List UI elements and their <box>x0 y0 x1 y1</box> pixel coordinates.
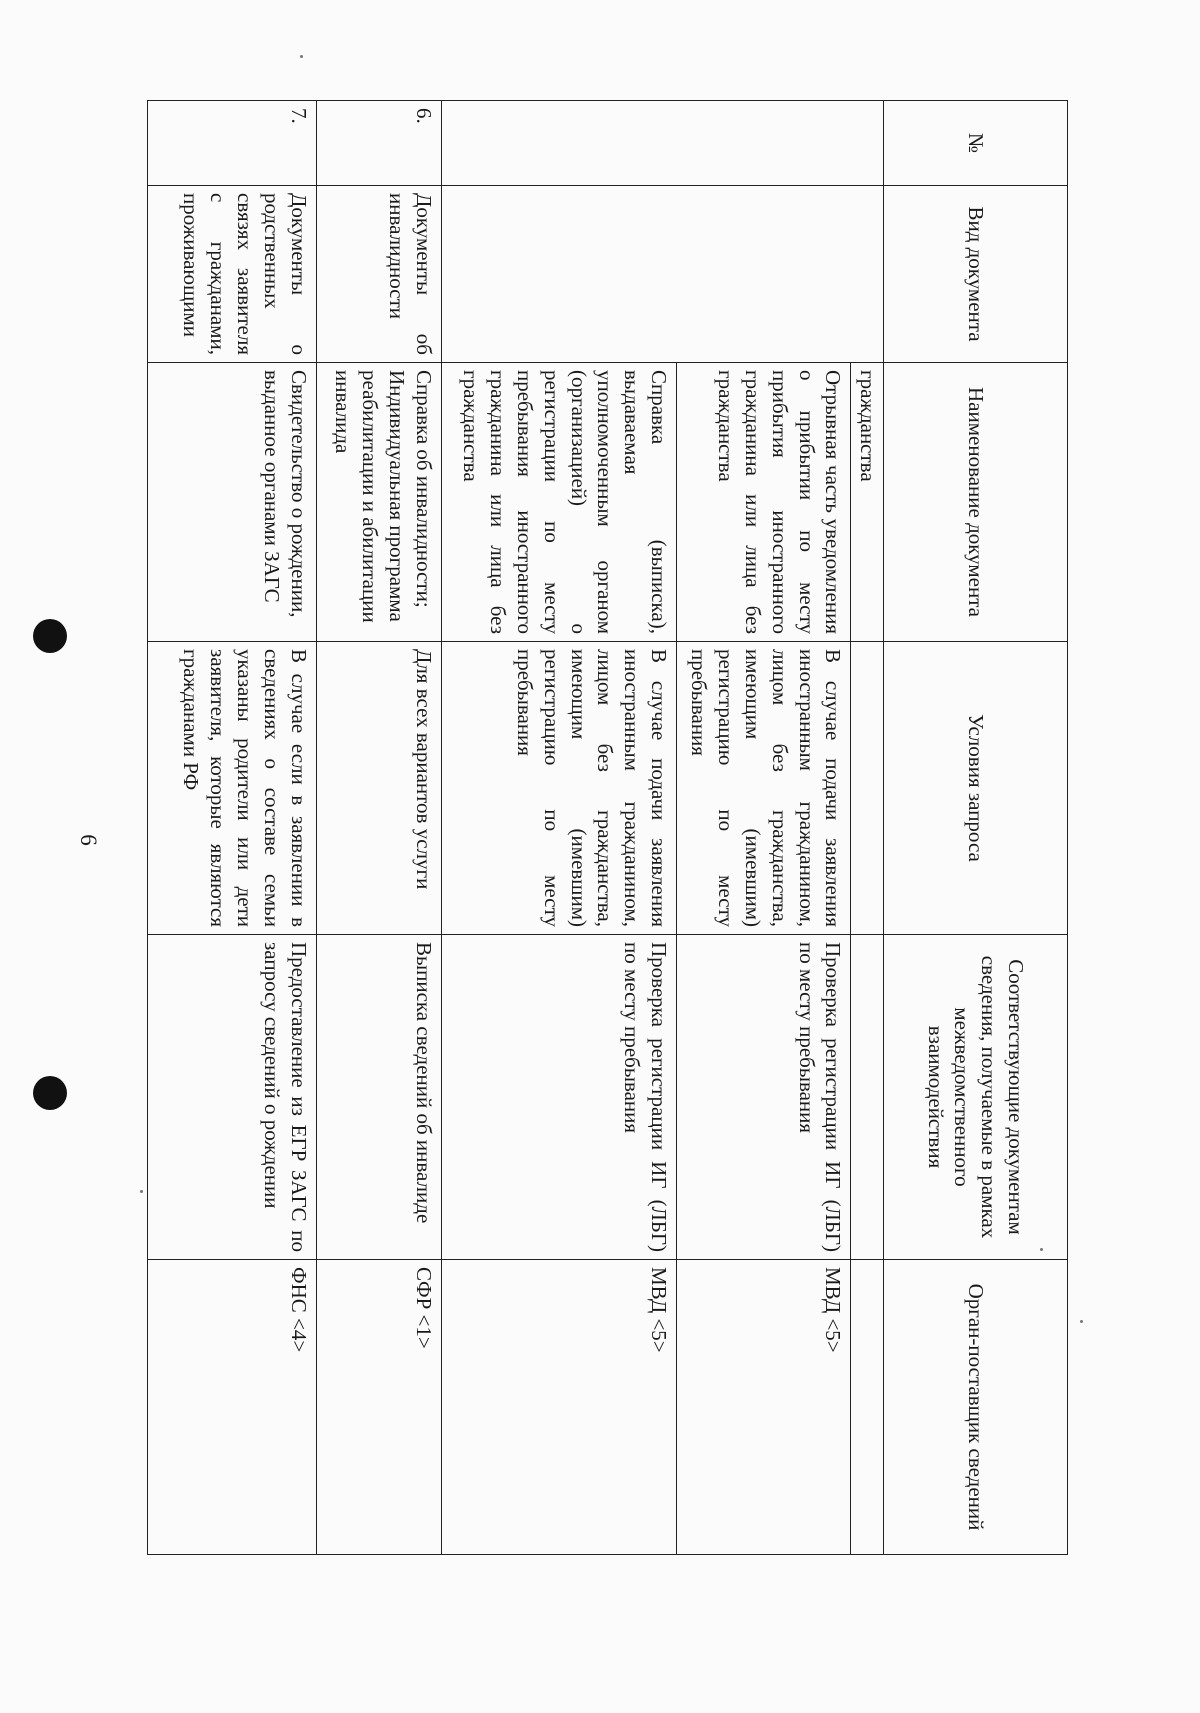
cell-info: Предоставление из ЕГР ЗАГС по запросу сведений о рождении <box>148 935 317 1260</box>
cell-name: Отрывная часть уведомления о прибытии по месту прибытия иностранного гражданина или лица без гражданства <box>677 363 851 642</box>
cell-name: Справка (выписка), выдаваемая уполномоченным органом (организацией) о регистрации по месту пребывания иностранного гражданина или лица без гражданства <box>441 363 676 642</box>
cell-supplier: МВД <5> <box>441 1260 676 1555</box>
cell-info: Проверка регистрации ИГ (ЛБГ) по месту пребывания <box>677 935 851 1260</box>
cell-supplier: ФНС <4> <box>148 1260 317 1555</box>
cell-supplier: МВД <5> <box>677 1260 851 1555</box>
table-row <box>148 101 317 1555</box>
header-row <box>884 101 1068 1555</box>
cell-num <box>441 101 883 186</box>
cell-info: Выписка сведений об инвалиде <box>316 935 441 1260</box>
scan-speck <box>140 1190 143 1193</box>
header-info: Соответствующие документам сведения, получаемые в рамках межведомственного взаимодействия <box>884 935 1068 1260</box>
header-num: № <box>884 101 1068 186</box>
page-number: 6 <box>75 834 101 846</box>
header-supplier: Орган-поставщик сведений <box>884 1260 1068 1555</box>
header-type: Вид документа <box>884 186 1068 363</box>
cell-type: Документы о родственных связях заявителя с гражданами, проживающими <box>148 186 317 363</box>
cell-num: 7. <box>148 101 317 186</box>
cell-supplier <box>851 1260 884 1555</box>
cell-name: Справка об инвалидности; Индивидуальная программа реабилитации и абилитации инвалида <box>316 363 441 642</box>
cell-name: Свидетельство о рождении, выданное органами ЗАГС <box>148 363 317 642</box>
cell-conditions: В случае если в заявлении в сведениях о составе семьи указаны родители или дети заявителя, которые являются гражданами РФ <box>148 642 317 935</box>
table-row <box>316 101 441 1555</box>
cell-conditions <box>851 642 884 935</box>
cell-info <box>851 935 884 1260</box>
rotated-table-container <box>147 100 1068 1554</box>
cell-supplier: СФР <1> <box>316 1260 441 1555</box>
punch-hole <box>33 619 67 653</box>
scan-speck <box>300 55 303 58</box>
cell-num: 6. <box>316 101 441 186</box>
cell-name: гражданства <box>851 363 884 642</box>
header-name: Наименование документа <box>884 363 1068 642</box>
cell-type: Документы об инвалидности <box>316 186 441 363</box>
header-conditions: Условия запроса <box>884 642 1068 935</box>
table-row <box>851 101 884 1555</box>
punch-hole <box>33 1076 67 1110</box>
cell-info: Проверка регистрации ИГ (ЛБГ) по месту пребывания <box>441 935 676 1260</box>
cell-type <box>441 186 883 363</box>
cell-conditions: В случае подачи заявления иностранным гражданином, лицом без гражданства, имеющим (имевшим) регистрацию по месту пребывания <box>677 642 851 935</box>
cell-conditions: В случае подачи заявления иностранным гражданином, лицом без гражданства, имеющим (имевшим) регистрацию по месту пребывания <box>441 642 676 935</box>
document-table <box>147 100 1068 1555</box>
cell-conditions: Для всех вариантов услуги <box>316 642 441 935</box>
scan-speck <box>1080 1320 1083 1323</box>
